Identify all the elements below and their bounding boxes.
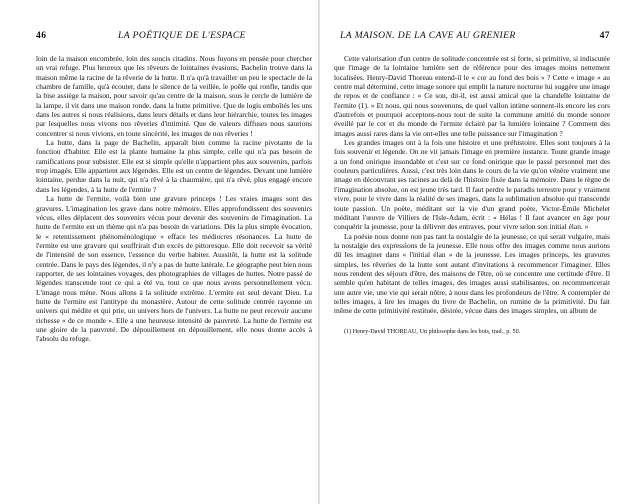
footnote: (1) Henry-David THOREAU, Un philosophe dans les bois, trad., p. 50. (344, 327, 521, 335)
left-page (36, 0, 312, 504)
paragraph: La hutte, dans la page de Bachelin, apparaît bien comme la racine pivotante de la fonction d'habiter. Elle est la plante humaine la plus simple, celle qui n'a pas besoin de ramifications pour subsister. Elle est si simple qu'elle n'appartient plus aux souvenirs, parfois trop imagés. Elle appartient aux légendes. Elle est un centre de légendes. Devant une lumière lointaine, perdue dans la nuit, qui n'a rêvé à la chaumière, qui n'a rêvé, plus engagé encore dans les légendes, à la hutte de l'ermite ? (36, 138, 312, 194)
paragraph: Les grandes images ont à la fois une histoire et une préhistoire. Elles sont toujours à la fois souvenir et légende. On ne vit jamais l'image en première instance. Toute grande image a un fond onirique insondable et c'est sur ce fond onirique que le passé personnel met des couleurs particulières. Aussi, c'est très loin dans le cours de la vie qu'on vénère vraiment une image en découvrant ses racines au delà de l'histoire fixée dans la mémoire. Dans le règne de l'imagination absolue, on est jeune très tard. Il faut perdre le paradis terrestre pour y vraiment vivre, pour le vivre dans la réalité de ses images, dans la sublimation absolue qui transcende toute passion. Un poète, méditant sur la vie d'un grand poète, Victor-Émile Michelet méditant l'œuvre de Villiers de l'Isle-Adam, écrit : « Hélas ! Il faut avancer en âge pour conquérir la jeunesse, pour la délivrer des entraves, pour vivre selon son initial élan. » (334, 138, 610, 232)
running-head: LA MAISON. DE LA CAVE AU GRENIER (340, 30, 516, 41)
paragraph: La poésie nous donne non pas tant la nostalgie de la jeunesse, ce qui serait vulgaire, mais la nostalgie des expressions de la jeunesse. Elle nous offre des images comme nous aurions dû les imaginer dans « l'initial élan » de la jeunesse. Les images princeps, les gravures simples, les rêveries de la hutte sont autant d'invitations à recommencer l'imaginer. Elles nous rendent des séjours d'être, des maisons de l'être, où se concentre une certitude d'être. Il semble qu'en habitant de telles images, des images aussi stabilisantes, on recommencerait une autre vie, une vie qui serait nôtre, à nous dans les profondeurs de l'être. A contempler de telles images, à lire les images du livre de Bachelin, on rumine de la primitivité. Du fait même de cette primitivité restituée, désirée, vécue dans des images simples, un album de (334, 231, 610, 316)
page-number: 46 (36, 30, 47, 41)
book-gutter (318, 0, 320, 504)
page-number: 47 (599, 30, 610, 41)
paragraph: La hutte de l'ermite, voilà bien une gravure princeps ! Les vraies images sont des gravures. L'imagination les grave dans notre mémoire. Elles approfondissent des souvenirs vécus, elles déplacent des souvenirs vécus pour devenir des souvenirs de l'imagination. La hutte de l'ermite est un thème qui n'a pas besoin de variations. Dès la plus simple évocation, le « retentissement phénoménologique » efface les médiocres résonances. La hutte de l'ermite est une gravure qui souffrirait d'un excès de pittoresque. Elle doit recevoir sa vérité de l'intensité de son essence, l'essence du verbe habiter. Aussitôt, la hutte est la solitude centrée. Dans le pays des légendes, il n'y a pas de hutte latérale. Le géographe peut bien nous rapporter, de ses lointaines voyages, des photographies de villages de huttes. Notre passé de légendes transcende tout ce qui a été vu, tout ce que nous avons personnellement vécu. L'image nous mène. Nous allons à la solitude extrême. L'ermite est seul devant Dieu. La hutte de l'ermite est l'antitype du monastère. Autour de cette solitude centrée rayonne un univers qui médite et qui prie, un univers hors de l'univers. La hutte ne peut recevoir aucune richesse « de ce monde ». Elle a une heureuse intensité de pauvreté. La hutte de l'ermite est une gloire de la pauvreté. De dépouillement en dépouillement, elle nous donne accès à l'absolu du refuge. (36, 194, 312, 344)
right-page-header (334, 30, 610, 44)
running-head: LA POÉTIQUE DE L'ESPACE (118, 30, 246, 41)
paragraph: loin de la maison encombrée, loin des soucis citadins. Nous fuyons en pensée pour chercher un vrai refuge. Plus heureux que les rêveurs de lointaines évasions, Bachelin trouve dans la maison même la racine de la rêverie de la hutte. Il n'a qu'à travailler un peu le spectacle de la chambre de famille, qu'à écouter, dans le silence de la veillée, le poêle qui ronfle, tandis que la bise assiège la maison, pour savoir qu'au centre de la maison, sous le cercle de lumière de la lampe, il vit dans une maison ronde, dans la hutte primitive. Que de logis emboîtés les uns dans les autres si nous réalisions, dans leurs détails et dans leur hiérarchie, toutes les images par lesquelles nous vivons nos rêveries d'intimité. Que de valeurs diffuses nous saurions concentrer si nous vivions, en toute sincérité, les images de nos rêveries ! (36, 54, 312, 138)
right-page-body (334, 54, 610, 336)
right-page (334, 0, 610, 504)
left-page-body (36, 54, 312, 344)
paragraph: Cette valorisation d'un centre de solitude concentrée est si forte, si primitive, si indiscutée que l'image de la lointaine lumière sert de référence pour des images moins nettement localisées. Henry-David Thoreau entend-il le « cor au fond des bois » ? Cette « image » au centre mal déterminé, cette image sonore qui emplit la nature nocturne lui suggère une image de repos et de confiance : « Ce son, dit-il, est aussi amical que la chandelle lointaine de l'ermite (1). » Et nous, qui nous souvenons, de quel vallon intime sonnent-ils encore les cors d'autrefois et pourquoi acceptons-nous tout de suite la commune amitié du monde sonore éveillé par le cor et du monde de l'ermite éclairé par la lumière lointaine ? Comment des images aussi rares dans la vie ont-elles une telle puissance sur l'imagination ? (334, 54, 610, 138)
left-page-header (36, 30, 312, 44)
